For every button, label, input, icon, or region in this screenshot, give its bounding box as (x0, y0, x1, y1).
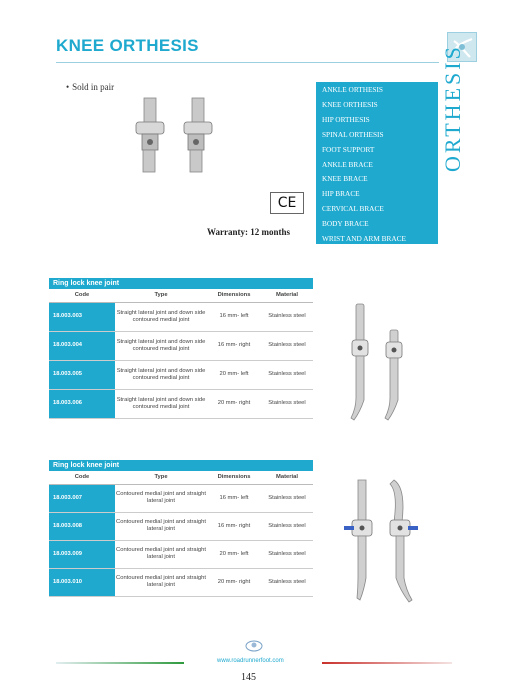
column-header-material: Material (261, 471, 313, 484)
menu-item-cervical-brace[interactable]: CERVICAL BRACE (322, 204, 384, 214)
spec-table-1 (49, 278, 313, 419)
cell-dimensions: 20 mm- right (207, 389, 261, 418)
cell-type: Contoured medial joint and straight lateral joint (115, 484, 207, 512)
column-header-code: Code (49, 289, 115, 302)
menu-item-hip-orthesis[interactable]: HIP ORTHESIS (322, 114, 370, 124)
table-row (49, 484, 313, 512)
cell-type: Contoured medial joint and straight lateral joint (115, 512, 207, 540)
knee-joint-right-image (184, 98, 212, 172)
menu-item-wrist-and-arm-brace[interactable]: WRIST AND ARM BRACE (322, 234, 406, 244)
cell-material: Stainless steel (261, 568, 313, 596)
column-header-type: Type (115, 471, 207, 484)
cell-material: Stainless steel (261, 512, 313, 540)
spec-table (49, 289, 313, 419)
cell-material: Stainless steel (261, 540, 313, 568)
menu-item-knee-orthesis[interactable]: KNEE ORTHESIS (322, 99, 378, 109)
column-header-code: Code (49, 471, 115, 484)
spec-table (49, 471, 313, 597)
cell-type: Contoured medial joint and straight lateral joint (115, 540, 207, 568)
cell-code: 18.003.009 (49, 540, 115, 568)
ce-mark: CE (270, 192, 304, 214)
ring-lock-contoured-joints-image (340, 478, 430, 604)
cell-dimensions: 16 mm- left (207, 302, 261, 331)
table-row (49, 331, 313, 360)
spec-table-2 (49, 460, 313, 597)
footer-divider-left (56, 662, 184, 664)
cell-code: 18.003.006 (49, 389, 115, 418)
warranty-text: Warranty: 12 months (207, 227, 290, 237)
cell-code: 18.003.007 (49, 484, 115, 512)
cell-material: Stainless steel (261, 360, 313, 389)
cell-type: Straight lateral joint and down side contoured medial joint (115, 331, 207, 360)
sold-note-text: Sold in pair (72, 82, 115, 92)
cell-material: Stainless steel (261, 331, 313, 360)
footer-website-link[interactable]: www.roadrunnerfoot.com (217, 658, 284, 664)
cell-dimensions: 20 mm- right (207, 568, 261, 596)
table-title: Ring lock knee joint (49, 278, 313, 289)
section-vertical-label: ORTHESIS (440, 44, 465, 172)
cell-code: 18.003.008 (49, 512, 115, 540)
menu-item-ankle-orthesis[interactable]: ANKLE ORTHESIS (322, 85, 383, 94)
cell-type: Contoured medial joint and straight lateral joint (115, 568, 207, 596)
bullet-icon: • (66, 82, 70, 92)
cell-dimensions: 16 mm- right (207, 512, 261, 540)
cell-dimensions: 16 mm- right (207, 331, 261, 360)
table-row (49, 512, 313, 540)
cell-code: 18.003.003 (49, 302, 115, 331)
menu-item-spinal-orthesis[interactable]: SPINAL ORTHESIS (322, 129, 384, 139)
cell-dimensions: 20 mm- left (207, 540, 261, 568)
cell-dimensions: 16 mm- left (207, 484, 261, 512)
table-title: Ring lock knee joint (49, 460, 313, 471)
table-header-row (49, 289, 313, 302)
sold-note (66, 82, 114, 92)
cell-material: Stainless steel (261, 389, 313, 418)
cell-code: 18.003.010 (49, 568, 115, 596)
menu-item-ankle-brace[interactable]: ANKLE BRACE (322, 159, 373, 169)
table-row (49, 568, 313, 596)
menu-item-hip-brace[interactable]: HIP BRACE (322, 189, 360, 199)
footer-logo-icon (245, 638, 263, 652)
page-title: KNEE ORTHESIS (56, 36, 199, 55)
menu-item-body-brace[interactable]: BODY BRACE (322, 219, 369, 229)
column-header-dimensions: Dimensions (207, 289, 261, 302)
cell-type: Straight lateral joint and down side contoured medial joint (115, 389, 207, 418)
cell-code: 18.003.004 (49, 331, 115, 360)
cell-material: Stainless steel (261, 302, 313, 331)
footer-divider-right (322, 662, 452, 664)
knee-joint-pair-image (128, 96, 222, 176)
ring-lock-joint-right-image (385, 330, 402, 420)
menu-item-knee-brace[interactable]: KNEE BRACE (322, 174, 368, 184)
cell-dimensions: 20 mm- left (207, 360, 261, 389)
table-row (49, 302, 313, 331)
title-divider (56, 62, 439, 63)
cell-type: Straight lateral joint and down side contoured medial joint (115, 302, 207, 331)
table-header-row (49, 471, 313, 484)
column-header-dimensions: Dimensions (207, 471, 261, 484)
category-menu (316, 82, 438, 244)
column-header-material: Material (261, 289, 313, 302)
cell-type: Straight lateral joint and down side contoured medial joint (115, 360, 207, 389)
page-number: 145 (241, 672, 256, 683)
ring-lock-joint-left-image (351, 304, 368, 420)
knee-joint-left-image (136, 98, 164, 172)
contoured-joint-left-image (344, 480, 372, 600)
contoured-joint-right-image (390, 480, 418, 602)
table-row (49, 540, 313, 568)
cell-material: Stainless steel (261, 484, 313, 512)
ring-lock-straight-joints-image (342, 300, 422, 426)
table-row (49, 389, 313, 418)
cell-code: 18.003.005 (49, 360, 115, 389)
table-row (49, 360, 313, 389)
column-header-type: Type (115, 289, 207, 302)
menu-item-foot-support[interactable]: FOOT SUPPORT (322, 144, 375, 154)
